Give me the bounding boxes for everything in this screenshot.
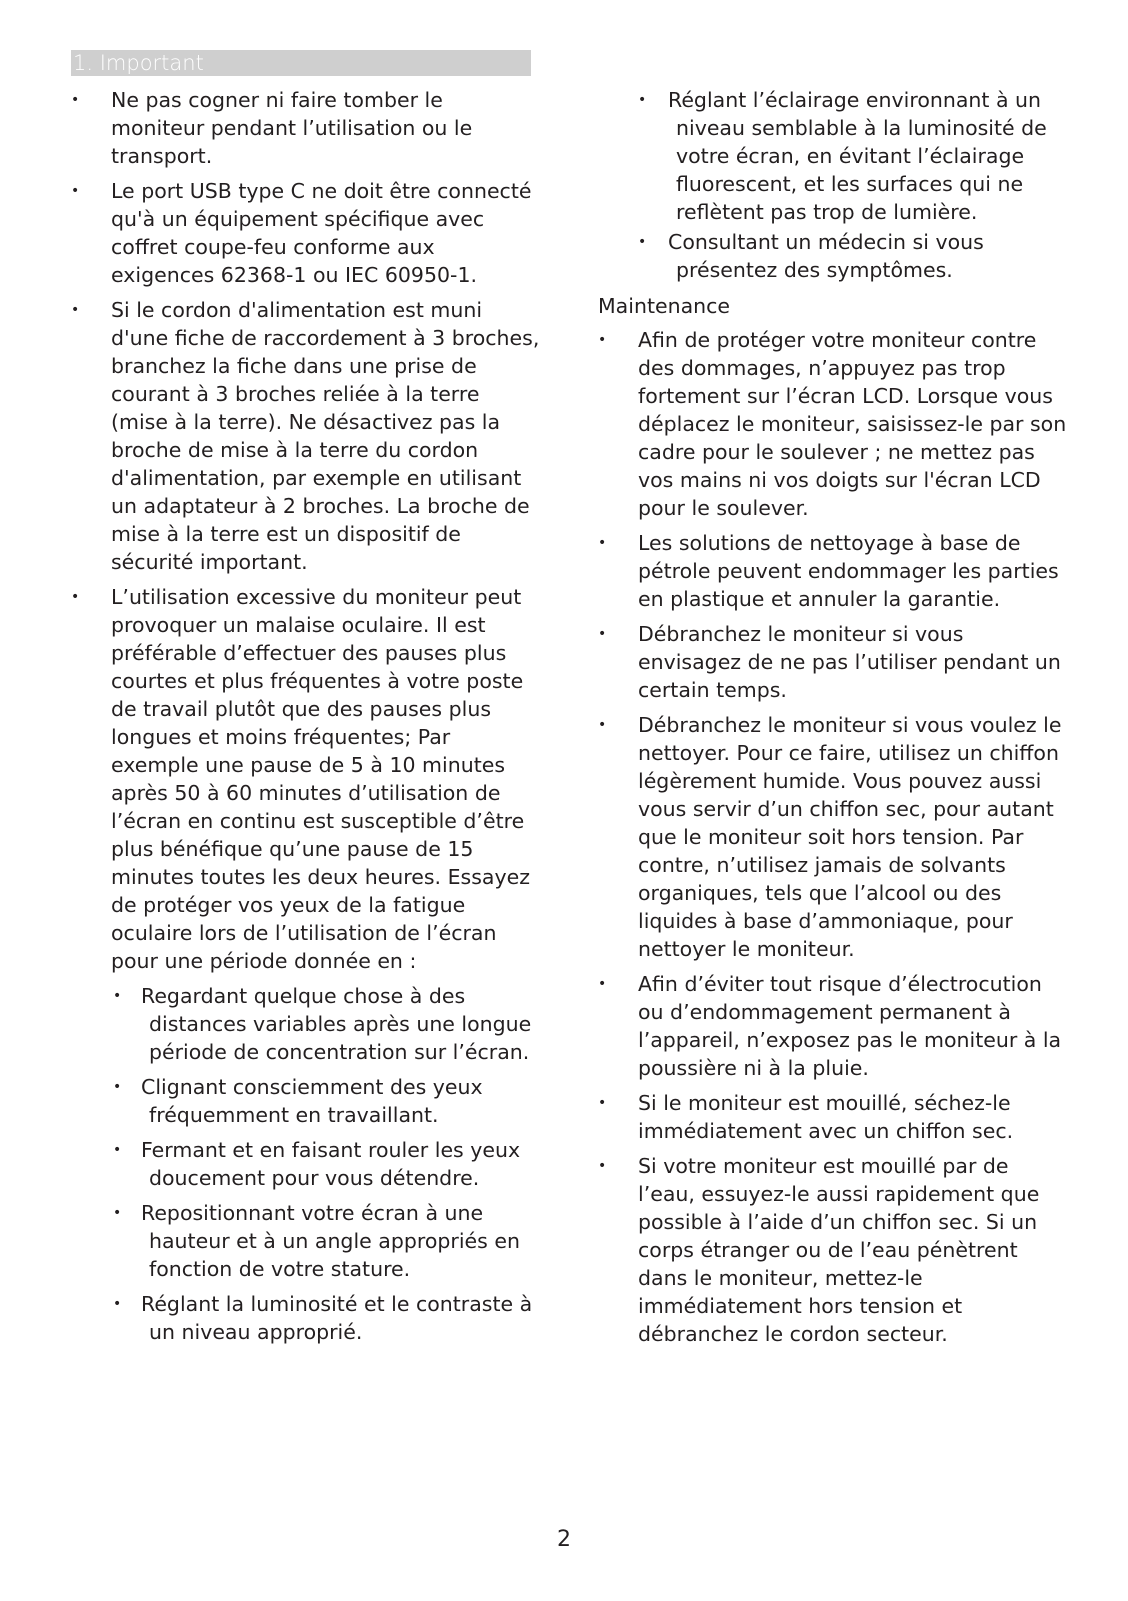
section-header: 1. Important [71, 50, 531, 76]
list-item: • Débranchez le moniteur si vous voulez le nettoyer. Pour ce faire, utilisez un chiffon légèrement humide. Vous pouvez aussi vous servir d’un chiffon sec, pour autant que le moniteur soit hors tension. Par contre, n’utilisez jamais de solvants organiques, tels que l’alcool ou des liquides à base d’ammoniaque, pour nettoyer le moniteur. [598, 711, 1068, 963]
list-item-text: L’utilisation excessive du moniteur peut provoquer un malaise oculaire. Il est préférable d’effectuer des pauses plus courtes et plus fréquentes à votre poste de travail plutôt que des pauses plus longues et moins fréquentes; Par exemple une pause de 5 à 10 minutes après 50 à 60 minutes d’utilisation de l’écran en continu est susceptible d’être plus bénéfique qu’une pause de 15 minutes toutes les deux heures. Essayez de protéger vos yeux de la fatigue oculaire lors de l’utilisation de l’écran pour une période donnée en : [111, 585, 530, 973]
eye-care-sublist [71, 982, 541, 1346]
sublist-item: • Réglant la luminosité et le contraste à un niveau approprié. [71, 1290, 541, 1346]
list-item: • Ne pas cogner ni faire tomber le moniteur pendant l’utilisation ou le transport. [71, 86, 541, 170]
list-item: • Les solutions de nettoyage à base de pétrole peuvent endommager les parties en plastique et annuler la garantie. [598, 529, 1068, 613]
sublist-item: • Consultant un médecin si vous présentez des symptômes. [598, 228, 1068, 284]
sublist-item: • Réglant l’éclairage environnant à un niveau semblable à la luminosité de votre écran, en évitant l’éclairage fluorescent, et les surfaces qui ne reflètent pas trop de lumière. [598, 86, 1068, 226]
sublist-item: • Clignant consciemment des yeux fréquemment en travaillant. [71, 1073, 541, 1129]
list-item: • Si votre moniteur est mouillé par de l’eau, essuyez-le aussi rapidement que possible à l’aide d’un chiffon sec. Si un corps étranger ou de l’eau pénètrent dans le moniteur, mettez-le immédiatement hors tension et débranchez le cordon secteur. [598, 1152, 1068, 1348]
eye-care-sublist-continued [598, 86, 1068, 284]
maintenance-heading: Maintenance [598, 294, 731, 318]
list-item: • Afin d’éviter tout risque d’électrocution ou d’endommagement permanent à l’appareil, n’exposez pas le moniteur à la poussière ni à la pluie. [598, 970, 1068, 1082]
sublist-item: • Repositionnant votre écran à une hauteur et à un angle appropriés en fonction de votre stature. [71, 1199, 541, 1283]
list-item: • Débranchez le moniteur si vous envisagez de ne pas l’utiliser pendant un certain temps. [598, 620, 1068, 704]
maintenance-list [598, 326, 1068, 1348]
left-column [71, 86, 541, 1353]
sublist-item: • Fermant et en faisant rouler les yeux doucement pour vous détendre. [71, 1136, 541, 1192]
list-item: • Le port USB type C ne doit être connecté qu'à un équipement spécifique avec coffret coupe-feu conforme aux exigences 62368-1 ou IEC 60950-1. [71, 177, 541, 289]
right-column [598, 86, 1068, 1355]
list-item: • Si le moniteur est mouillé, séchez-le immédiatement avec un chiffon sec. [598, 1089, 1068, 1145]
page-number: 2 [557, 1527, 571, 1552]
safety-list [71, 86, 541, 1346]
sublist-item: • Regardant quelque chose à des distances variables après une longue période de concentration sur l’écran. [71, 982, 541, 1066]
list-item [71, 583, 541, 1346]
list-item: • Si le cordon d'alimentation est muni d'une fiche de raccordement à 3 broches, branchez la fiche dans une prise de courant à 3 broches reliée à la terre (mise à la terre). Ne désactivez pas la broche de mise à la terre du cordon d'alimentation, par exemple en utilisant un adaptateur à 2 broches. La broche de mise à la terre est un dispositif de sécurité important. [71, 296, 541, 576]
list-item: • Afin de protéger votre moniteur contre des dommages, n’appuyez pas trop fortement sur l’écran LCD. Lorsque vous déplacez le moniteur, saisissez-le par son cadre pour le soulever ; ne mettez pas vos mains ni vos doigts sur l'écran LCD pour le soulever. [598, 326, 1068, 522]
